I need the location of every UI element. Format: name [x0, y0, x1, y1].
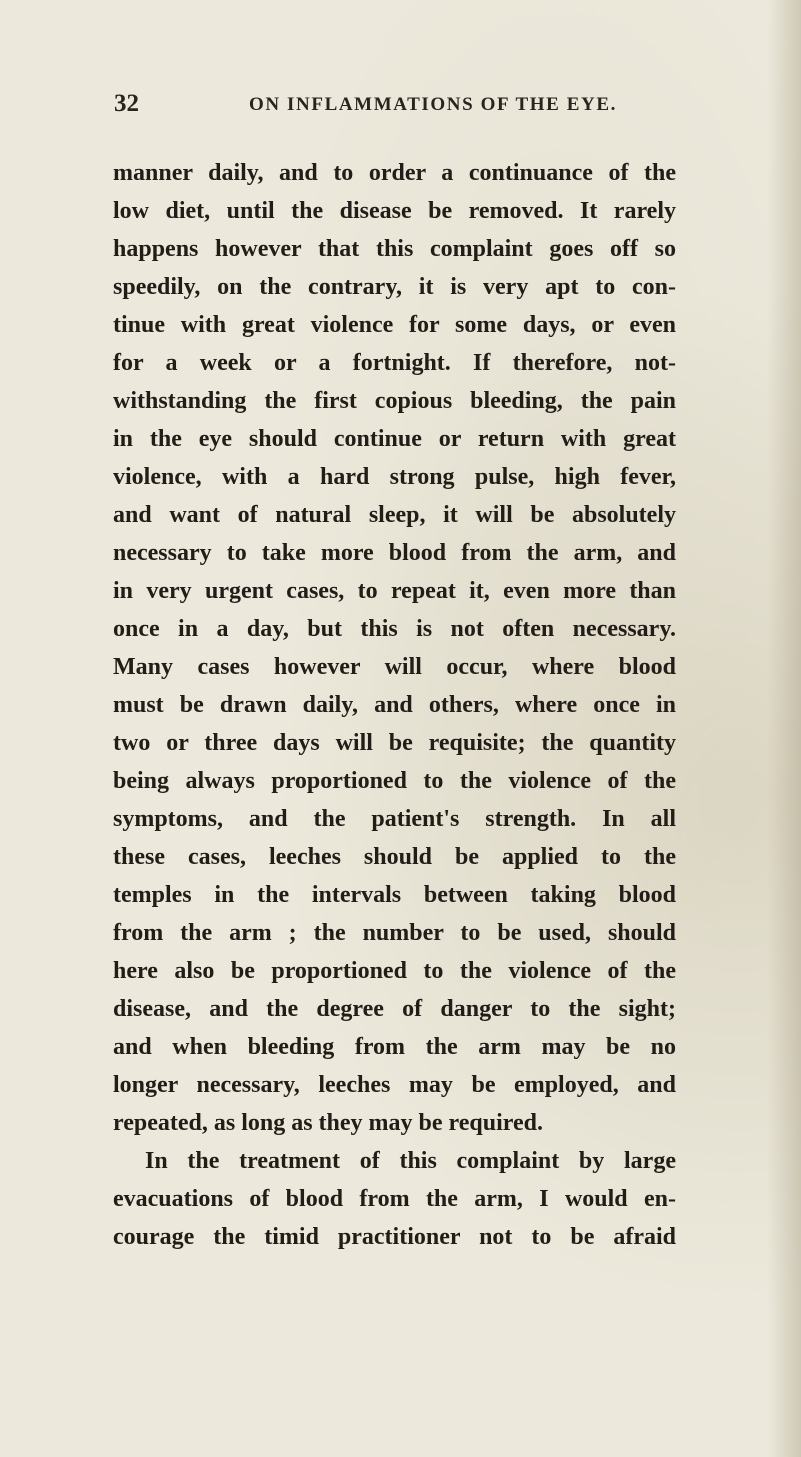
text-line: and want of natural sleep, it will be absolutely — [113, 502, 676, 528]
text-line: speedily, on the contrary, it is very apt to con- — [113, 274, 676, 300]
paragraph-start-line: In the treatment of this complaint by large — [145, 1148, 676, 1174]
page-number: 32 — [114, 90, 139, 117]
text-line: once in a day, but this is not often necessary. — [113, 616, 676, 642]
text-line: repeated, as long as they may be required. — [113, 1110, 543, 1136]
text-line: symptoms, and the patient's strength. In all — [113, 806, 676, 832]
text-line: in the eye should continue or return with great — [113, 426, 676, 452]
text-line: and when bleeding from the arm may be no — [113, 1034, 676, 1060]
text-line: evacuations of blood from the arm, I would en- — [113, 1186, 676, 1212]
running-title: ON INFLAMMATIONS OF THE EYE. — [249, 94, 618, 115]
body-text — [113, 154, 676, 1256]
text-line: necessary to take more blood from the arm, and — [113, 540, 676, 566]
text-line: from the arm ; the number to be used, should — [113, 920, 676, 946]
text-line: for a week or a fortnight. If therefore, not- — [113, 350, 676, 376]
text-line: tinue with great violence for some days, or even — [113, 312, 676, 338]
text-line: being always proportioned to the violence of the — [113, 768, 676, 794]
text-line: in very urgent cases, to repeat it, even more than — [113, 578, 676, 604]
text-line: temples in the intervals between taking blood — [113, 882, 676, 908]
text-line: Many cases however will occur, where blood — [113, 654, 676, 680]
text-line: manner daily, and to order a continuance of the — [113, 160, 676, 186]
text-line: here also be proportioned to the violence of the — [113, 958, 676, 984]
text-line: two or three days will be requisite; the quantity — [113, 730, 676, 756]
page-edge-shadow — [767, 0, 801, 1457]
text-line: disease, and the degree of danger to the sight; — [113, 996, 676, 1022]
text-line: longer necessary, leeches may be employed, and — [113, 1072, 676, 1098]
text-line: courage the timid practitioner not to be afraid — [113, 1224, 676, 1250]
text-line: withstanding the first copious bleeding, the pain — [113, 388, 676, 414]
text-line: low diet, until the disease be removed. It rarely — [113, 198, 676, 224]
running-head — [114, 90, 674, 130]
text-line: happens however that this complaint goes off so — [113, 236, 676, 262]
text-line: these cases, leeches should be applied to the — [113, 844, 676, 870]
text-line: violence, with a hard strong pulse, high fever, — [113, 464, 676, 490]
text-line: must be drawn daily, and others, where once in — [113, 692, 676, 718]
